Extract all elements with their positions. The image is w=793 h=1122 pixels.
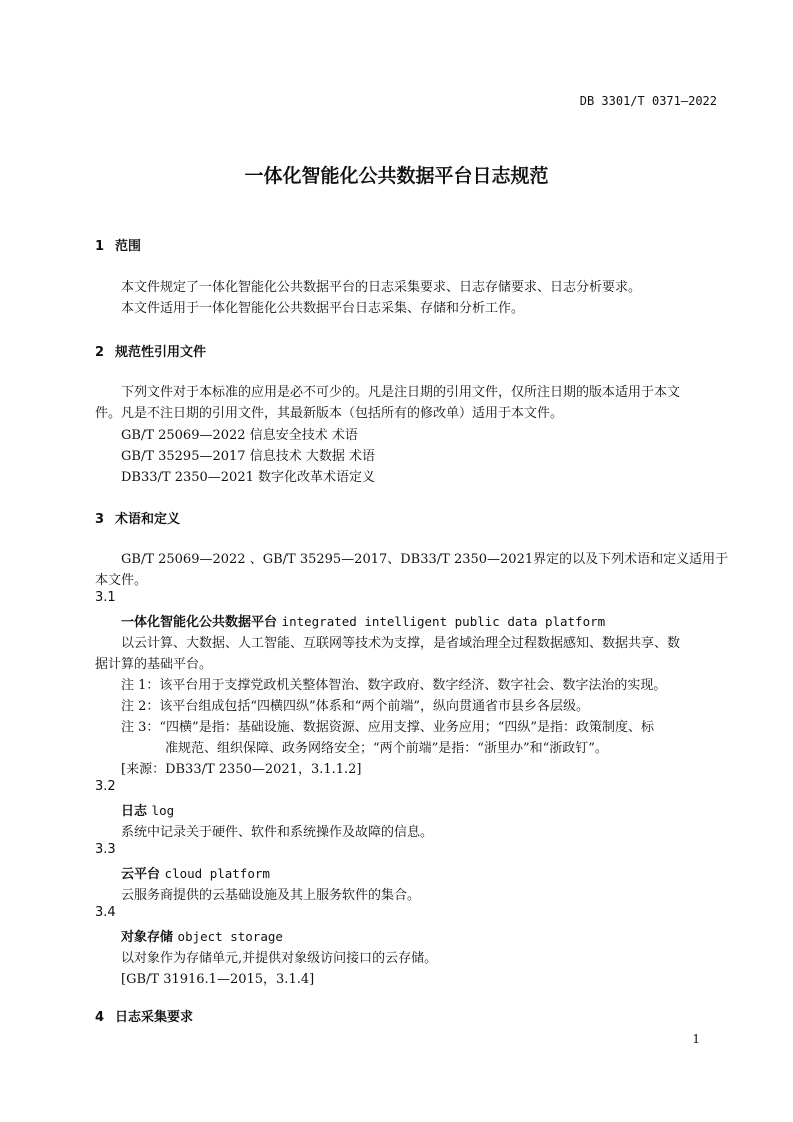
section-title: 规范性引用文件 (115, 345, 207, 360)
section-number: 1 (95, 239, 105, 254)
standard-number: DB 3301/T 0371—2022 (579, 94, 717, 108)
clause-number: 3.1 (95, 590, 116, 605)
section-title: 术语和定义 (115, 512, 181, 527)
term-heading (121, 611, 605, 630)
section-number: 4 (95, 1010, 105, 1025)
definition: 云服务商提供的云基础设施及其上服务软件的集合。 (121, 888, 421, 903)
term-en: cloud platform (164, 866, 270, 881)
note: 注 3：“四横”是指：基础设施、数据资源、应用支撑、业务应用；“四纵”是指：政策制度、标 (121, 720, 654, 735)
section-title: 日志采集要求 (115, 1010, 194, 1025)
definition: 系统中记录关于硬件、软件和系统操作及故障的信息。 (121, 825, 434, 840)
clause-number: 3.2 (95, 779, 116, 794)
term-heading (121, 863, 270, 882)
term-en: object storage (177, 929, 283, 944)
reference-item: GB/T 25069—2022 信息安全技术 术语 (121, 428, 358, 443)
note: 注 2：该平台组成包括“四横四纵”体系和“两个前端”，纵向贯通省市县乡各层级。 (121, 699, 589, 714)
paragraph: GB/T 25069—2022 、GB/T 35295—2017、DB33/T 2350—2021界定的以及下列术语和定义适用于 (121, 552, 729, 567)
paragraph: 下列文件对于本标准的应用是必不可少的。凡是注日期的引用文件，仅所注日期的版本适用于本文 (121, 385, 681, 400)
note: 准规范、组织保障、政务网络安全；“两个前端”是指：“浙里办”和“浙政钉”。 (165, 741, 608, 756)
reference-item: DB33/T 2350—2021 数字化改革术语定义 (121, 470, 376, 485)
section-heading-3 (95, 508, 180, 527)
section-number: 3 (95, 512, 105, 527)
source-citation: [GB/T 31916.1—2015，3.1.4] (121, 972, 315, 987)
page-number: 1 (692, 1032, 700, 1046)
reference-item: GB/T 35295—2017 信息技术 大数据 术语 (121, 449, 375, 464)
term-zh: 云平台 (121, 867, 161, 882)
paragraph: 本文件规定了一体化智能化公共数据平台的日志采集要求、日志存储要求、日志分析要求。 (121, 280, 642, 295)
section-number: 2 (95, 345, 105, 360)
section-title: 范围 (115, 239, 142, 254)
source-citation: [来源：DB33/T 2350—2021，3.1.1.2] (121, 762, 362, 777)
note: 注 1：该平台用于支撑党政机关整体智治、数字政府、数字经济、数字社会、数字法治的实现。 (121, 678, 667, 693)
term-heading (121, 926, 283, 945)
definition: 据计算的基础平台。 (95, 657, 213, 672)
paragraph: 件。凡是不注日期的引用文件，其最新版本（包括所有的修改单）适用于本文件。 (95, 406, 564, 421)
term-zh: 日志 (121, 804, 148, 819)
term-en: log (151, 803, 175, 818)
term-en: integrated intelligent public data platform (281, 614, 606, 629)
paragraph: 本文件适用于一体化智能化公共数据平台日志采集、存储和分析工作。 (121, 301, 525, 316)
term-zh: 对象存储 (121, 930, 174, 945)
section-heading-1 (95, 235, 141, 254)
section-heading-2 (95, 341, 206, 360)
clause-number: 3.3 (95, 842, 116, 857)
section-heading-4 (95, 1006, 193, 1025)
paragraph: 本文件。 (95, 573, 148, 588)
definition: 以对象作为存储单元,并提供对象级访问接口的云存储。 (121, 951, 438, 966)
term-heading (121, 800, 174, 819)
clause-number: 3.4 (95, 905, 116, 920)
definition: 以云计算、大数据、人工智能、互联网等技术为支撑，是省域治理全过程数据感知、数据共享、数 (121, 636, 681, 651)
document-title: 一体化智能化公共数据平台日志规范 (244, 165, 549, 187)
term-zh: 一体化智能化公共数据平台 (121, 615, 278, 630)
